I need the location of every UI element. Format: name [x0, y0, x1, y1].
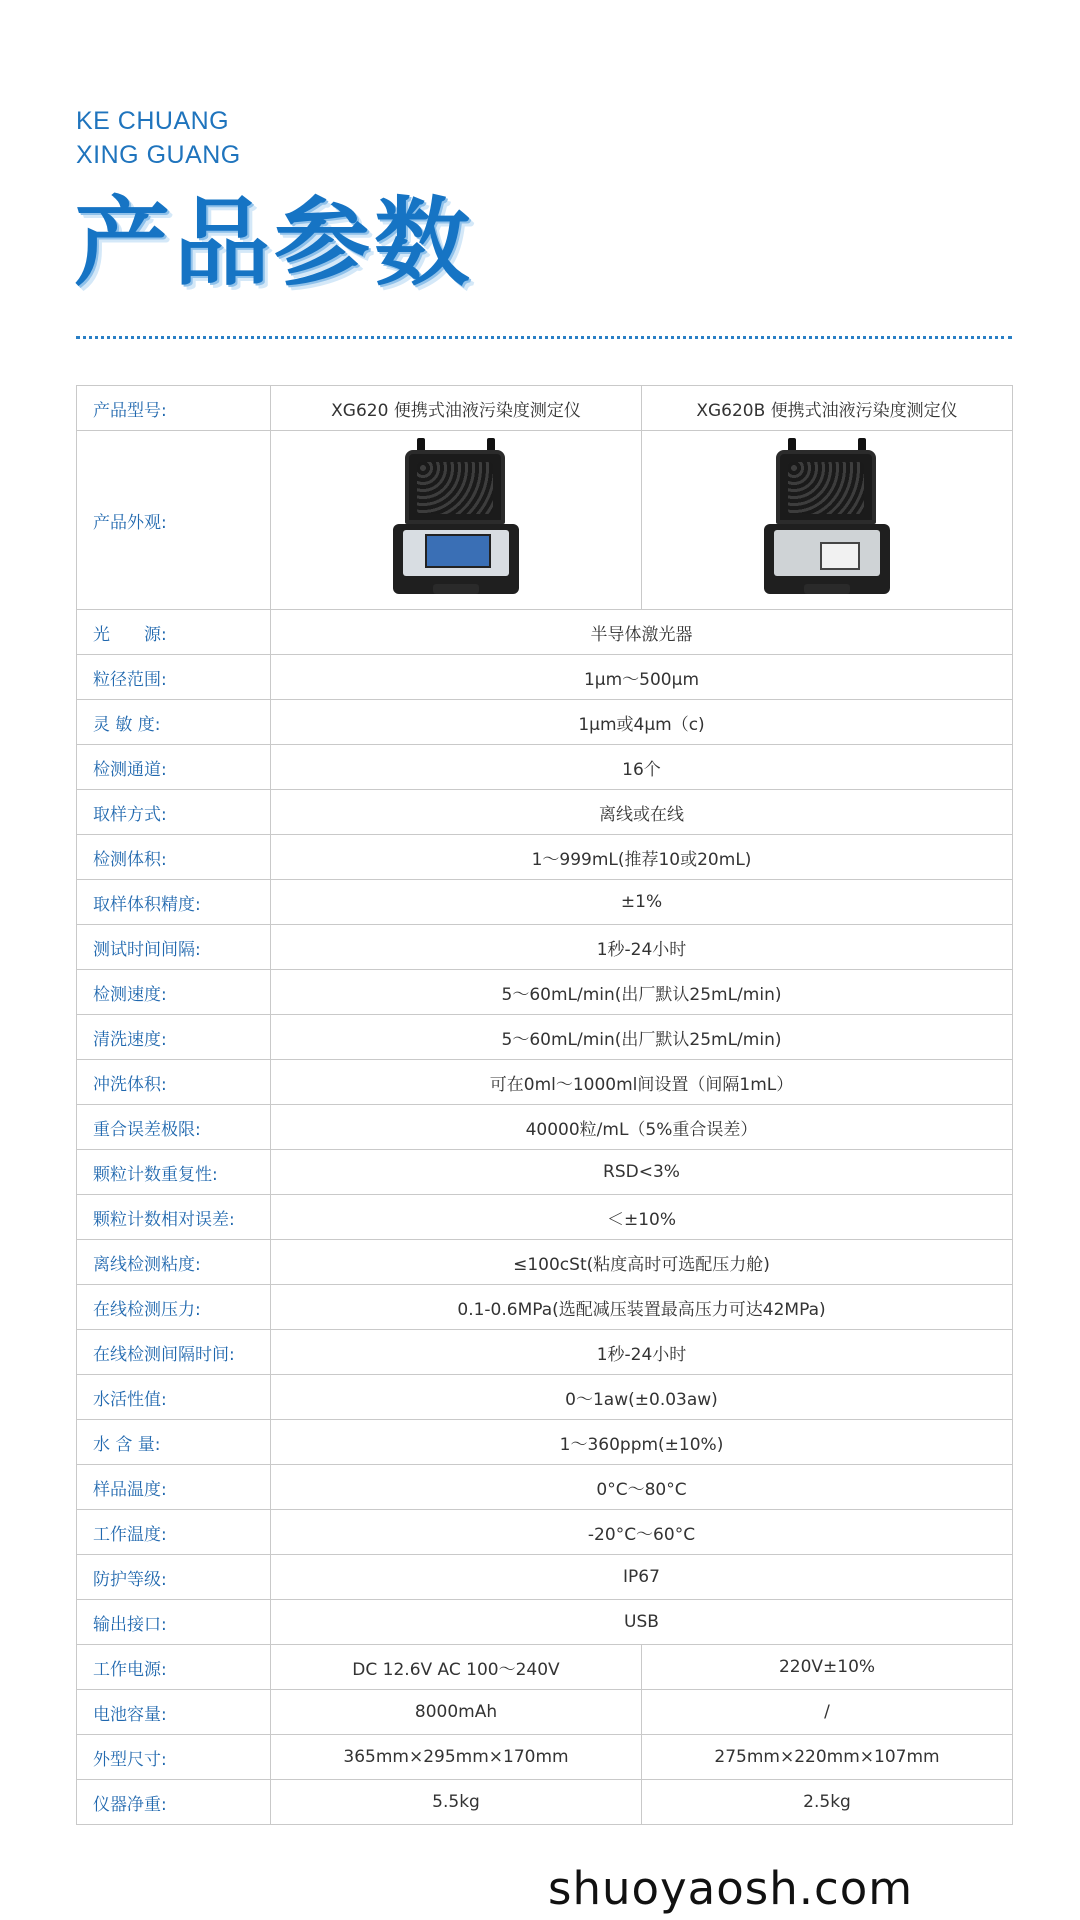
spec-label: 光 源:	[77, 610, 271, 655]
dotted-divider	[76, 336, 1012, 339]
spec-table	[76, 385, 1013, 1825]
table-row	[77, 1645, 1013, 1690]
spec-label: 检测速度:	[77, 970, 271, 1015]
spec-value: USB	[271, 1600, 1013, 1645]
appearance-label: 产品外观:	[77, 431, 271, 610]
table-row	[77, 1195, 1013, 1240]
spec-value-b: 220V±10%	[642, 1645, 1013, 1690]
table-row-model	[77, 386, 1013, 431]
device-b-image	[642, 431, 1013, 610]
table-row	[77, 1285, 1013, 1330]
spec-value: 0.1-0.6MPa(选配减压装置最高压力可达42MPa)	[271, 1285, 1013, 1330]
table-row	[77, 1150, 1013, 1195]
spec-label: 清洗速度:	[77, 1015, 271, 1060]
device-a-illustration	[393, 438, 519, 602]
spec-label: 取样方式:	[77, 790, 271, 835]
spec-label: 冲洗体积:	[77, 1060, 271, 1105]
brand-line-1: KE CHUANG	[76, 107, 230, 135]
table-row	[77, 1690, 1013, 1735]
model-a-name: XG620 便携式油液污染度测定仪	[271, 386, 642, 431]
table-row	[77, 1375, 1013, 1420]
spec-label: 检测通道:	[77, 745, 271, 790]
spec-value-a: 8000mAh	[271, 1690, 642, 1735]
spec-label: 水活性值:	[77, 1375, 271, 1420]
spec-label: 粒径范围:	[77, 655, 271, 700]
spec-value: ≤100cSt(粘度高时可选配压力舱)	[271, 1240, 1013, 1285]
table-row	[77, 1735, 1013, 1780]
spec-value-b: 2.5kg	[642, 1780, 1013, 1825]
spec-value: RSD<3%	[271, 1150, 1013, 1195]
table-row	[77, 1465, 1013, 1510]
spec-label: 防护等级:	[77, 1555, 271, 1600]
spec-value: -20°C～60°C	[271, 1510, 1013, 1555]
spec-value: 5～60mL/min(出厂默认25mL/min)	[271, 1015, 1013, 1060]
spec-label: 重合误差极限:	[77, 1105, 271, 1150]
spec-label: 输出接口:	[77, 1600, 271, 1645]
spec-label: 测试时间间隔:	[77, 925, 271, 970]
table-row	[77, 610, 1013, 655]
spec-label: 仪器净重:	[77, 1780, 271, 1825]
spec-value-b: 275mm×220mm×107mm	[642, 1735, 1013, 1780]
spec-value: 1秒-24小时	[271, 925, 1013, 970]
spec-label: 水 含 量:	[77, 1420, 271, 1465]
spec-value: 40000粒/mL（5%重合误差）	[271, 1105, 1013, 1150]
table-row	[77, 880, 1013, 925]
table-row	[77, 790, 1013, 835]
spec-value: 1秒-24小时	[271, 1330, 1013, 1375]
brand-logo-text	[76, 104, 241, 172]
page-title: 产品参数	[74, 187, 474, 299]
table-row	[77, 970, 1013, 1015]
spec-value: 1～360ppm(±10%)	[271, 1420, 1013, 1465]
spec-label: 外型尺寸:	[77, 1735, 271, 1780]
spec-value: 0°C～80°C	[271, 1465, 1013, 1510]
device-b-illustration	[764, 438, 890, 602]
spec-value: 0～1aw(±0.03aw)	[271, 1375, 1013, 1420]
spec-label: 在线检测压力:	[77, 1285, 271, 1330]
table-row	[77, 1105, 1013, 1150]
table-row	[77, 1420, 1013, 1465]
spec-value: IP67	[271, 1555, 1013, 1600]
spec-label: 工作电源:	[77, 1645, 271, 1690]
table-row	[77, 1555, 1013, 1600]
model-label: 产品型号:	[77, 386, 271, 431]
spec-label: 在线检测间隔时间:	[77, 1330, 271, 1375]
spec-value: ±1%	[271, 880, 1013, 925]
table-row	[77, 1330, 1013, 1375]
spec-value-a: 365mm×295mm×170mm	[271, 1735, 642, 1780]
spec-label: 电池容量:	[77, 1690, 271, 1735]
brand-line-2: XING GUANG	[76, 141, 241, 169]
spec-label: 检测体积:	[77, 835, 271, 880]
spec-value: 离线或在线	[271, 790, 1013, 835]
spec-value-a: 5.5kg	[271, 1780, 642, 1825]
table-row	[77, 1240, 1013, 1285]
footer-watermark: shuoyaosh.com	[548, 1862, 914, 1915]
spec-value: 1μm～500μm	[271, 655, 1013, 700]
table-row	[77, 835, 1013, 880]
spec-value-a: DC 12.6V AC 100～240V	[271, 1645, 642, 1690]
table-row	[77, 1510, 1013, 1555]
table-row	[77, 925, 1013, 970]
table-row	[77, 1015, 1013, 1060]
table-row	[77, 1600, 1013, 1645]
table-row-appearance	[77, 431, 1013, 610]
spec-value-b: /	[642, 1690, 1013, 1735]
table-row	[77, 1780, 1013, 1825]
table-row	[77, 655, 1013, 700]
spec-value: 半导体激光器	[271, 610, 1013, 655]
spec-value: 1μm或4μm（c)	[271, 700, 1013, 745]
model-b-name: XG620B 便携式油液污染度测定仪	[642, 386, 1013, 431]
spec-label: 颗粒计数重复性:	[77, 1150, 271, 1195]
spec-label: 颗粒计数相对误差:	[77, 1195, 271, 1240]
spec-value: 5～60mL/min(出厂默认25mL/min)	[271, 970, 1013, 1015]
table-row	[77, 700, 1013, 745]
device-a-image	[271, 431, 642, 610]
table-row	[77, 1060, 1013, 1105]
spec-value: 1～999mL(推荐10或20mL)	[271, 835, 1013, 880]
spec-label: 离线检测粘度:	[77, 1240, 271, 1285]
spec-value: 可在0ml～1000ml间设置（间隔1mL）	[271, 1060, 1013, 1105]
spec-label: 样品温度:	[77, 1465, 271, 1510]
spec-value: 16个	[271, 745, 1013, 790]
spec-label: 取样体积精度:	[77, 880, 271, 925]
spec-label: 工作温度:	[77, 1510, 271, 1555]
table-row	[77, 745, 1013, 790]
spec-label: 灵 敏 度:	[77, 700, 271, 745]
spec-value: ＜±10%	[271, 1195, 1013, 1240]
